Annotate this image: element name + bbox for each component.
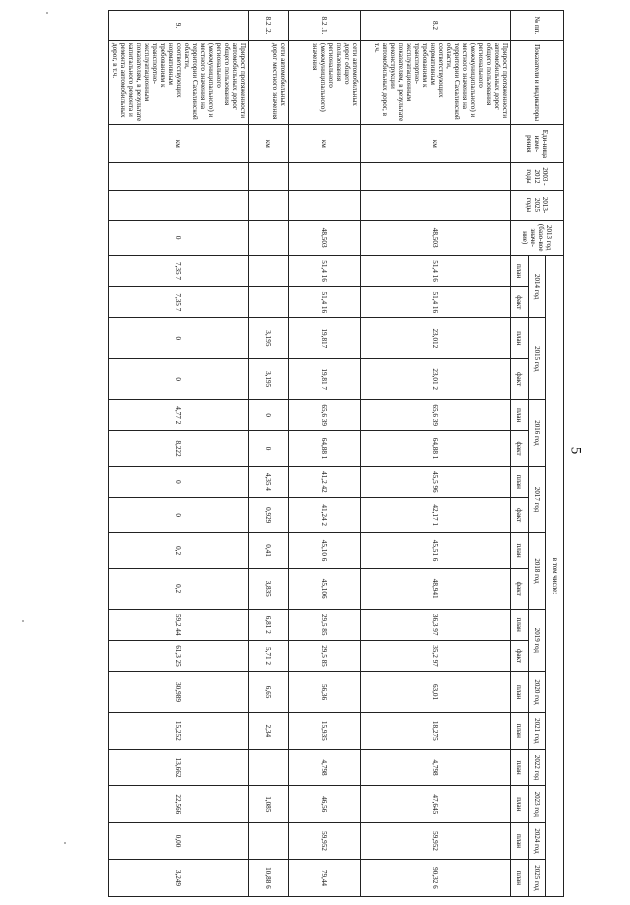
hdr-plan: план xyxy=(511,672,529,713)
cell: 45,5 96 xyxy=(361,466,511,497)
cell: 90,32 6 xyxy=(361,859,511,896)
row-text: Прирост протяженности автомобильных дорог общего пользования регионального (межмуниципального) и местного значения на территории Сахалинской области, соответствующих нормативным требованиям к транспортно-эксплуатационным показателям, в результате капитального ремонта и ремонта автомобильных дорог, в т.ч. xyxy=(109,40,249,124)
row-2003 xyxy=(249,163,289,190)
row-text: сети автомобильных дорог общего пользования регионального (межмуниципального) значения xyxy=(289,40,361,124)
hdr-year: 2015 год xyxy=(528,318,546,400)
cell: 41,2 42 xyxy=(289,466,361,497)
cell: 5,71 2 xyxy=(249,640,289,671)
cell: 7,35 7 xyxy=(109,287,249,318)
row-2013-2025 xyxy=(361,190,511,220)
hdr-2003-2012: 2003 - 2012 годы xyxy=(511,163,564,190)
cell: 1,085 xyxy=(249,786,289,823)
rotated-table-wrapper xyxy=(108,10,564,897)
cell: 59,952 xyxy=(289,823,361,860)
row-2003 xyxy=(289,163,361,190)
cell: 0,00 xyxy=(109,823,249,860)
cell: 51,4 16 xyxy=(289,287,361,318)
cell: 7,35 7 xyxy=(109,255,249,286)
cell: 48,941 xyxy=(361,568,511,609)
cell: 65,6 39 xyxy=(289,400,361,431)
hdr-plan: план xyxy=(511,400,529,431)
row-no: 9. xyxy=(109,11,249,41)
cell: 23,01 2 xyxy=(361,359,511,400)
row-2013-2025 xyxy=(289,190,361,220)
cell: 63,01 xyxy=(361,672,511,713)
hdr-2013: 2013 год (базо-вое значе-ние) xyxy=(511,220,564,255)
hdr-plan-year: 2023 год xyxy=(528,786,546,823)
hdr-plan-year: 2024 год xyxy=(528,823,546,860)
cell: 0 xyxy=(109,466,249,497)
cell: 65,6 39 xyxy=(361,400,511,431)
hdr-fact: факт xyxy=(511,431,529,466)
row-2003 xyxy=(361,163,511,190)
cell: 13,662 xyxy=(109,749,249,786)
hdr-plan-year: 2021 год xyxy=(528,712,546,749)
hdr-year: 2018 год xyxy=(528,533,546,609)
cell: 51,4 16 xyxy=(361,255,511,286)
hdr-in-that: в том числе: xyxy=(546,255,564,896)
cell: 18,275 xyxy=(361,712,511,749)
scan-speck xyxy=(46,12,48,14)
hdr-unit: Еди-ница изме-рения xyxy=(511,125,564,163)
cell: 3,835 xyxy=(249,568,289,609)
cell xyxy=(249,287,289,318)
cell: 3,195 xyxy=(249,359,289,400)
cell: 22,566 xyxy=(109,786,249,823)
scan-speck xyxy=(64,842,66,844)
cell: 0 xyxy=(109,318,249,359)
hdr-plan: план xyxy=(511,318,529,359)
cell: 61,3 25 xyxy=(109,640,249,671)
cell: 0 xyxy=(249,400,289,431)
row-base: 48,503 xyxy=(289,220,361,255)
cell: 4,798 xyxy=(361,749,511,786)
cell: 0 xyxy=(109,498,249,533)
cell: 0,929 xyxy=(249,498,289,533)
cell: 15,935 xyxy=(289,712,361,749)
table-row xyxy=(249,11,289,897)
cell: 29,5 85 xyxy=(289,609,361,640)
cell xyxy=(249,255,289,286)
cell: 51,4 16 xyxy=(289,255,361,286)
hdr-no: № пп. xyxy=(511,11,564,41)
cell: 42,17 1 xyxy=(361,498,511,533)
row-no: 8.2 .2. xyxy=(249,11,289,41)
cell: 15,252 xyxy=(109,712,249,749)
row-no: 8.2 xyxy=(361,11,511,41)
cell: 0 xyxy=(249,431,289,466)
cell: 4,35 4 xyxy=(249,466,289,497)
cell: 29,5 85 xyxy=(289,640,361,671)
cell: 0,2 xyxy=(109,568,249,609)
row-base: 48,503 xyxy=(361,220,511,255)
hdr-plan-year: 2020 год xyxy=(528,672,546,713)
cell: 64,88 1 xyxy=(289,431,361,466)
cell: 41,24 2 xyxy=(289,498,361,533)
cell: 2,34 xyxy=(249,712,289,749)
hdr-year: 2019 год xyxy=(528,609,546,672)
hdr-plan-year: 2025 год xyxy=(528,859,546,896)
cell: 3,195 xyxy=(249,318,289,359)
cell: 19,81 7 xyxy=(289,359,361,400)
row-2013-2025 xyxy=(109,190,249,220)
header-row-1 xyxy=(546,11,564,897)
hdr-plan: план xyxy=(511,823,529,860)
table-row xyxy=(361,11,511,897)
cell: 51,4 16 xyxy=(361,287,511,318)
cell: 0 xyxy=(109,359,249,400)
cell: 56,36 xyxy=(289,672,361,713)
table-row xyxy=(109,11,249,897)
cell: 36,3 97 xyxy=(361,609,511,640)
row-unit: км xyxy=(109,125,249,163)
cell: 46,56 xyxy=(289,786,361,823)
cell: 8,222 xyxy=(109,431,249,466)
hdr-plan-year: 2022 год xyxy=(528,749,546,786)
hdr-year: 2016 год xyxy=(528,400,546,467)
cell: 64,88 1 xyxy=(361,431,511,466)
cell: 4,77 2 xyxy=(109,400,249,431)
hdr-fact: факт xyxy=(511,359,529,400)
cell: 0,41 xyxy=(249,533,289,568)
cell: 19,817 xyxy=(289,318,361,359)
cell: 10,88 6 xyxy=(249,859,289,896)
cell: 45,10 6 xyxy=(289,533,361,568)
hdr-2013-2025: 2013-2025 годы xyxy=(511,190,564,220)
row-text: сети автомобильных дорог местного значения xyxy=(249,40,289,124)
hdr-plan: план xyxy=(511,786,529,823)
cell: 45,106 xyxy=(289,568,361,609)
hdr-plan: план xyxy=(511,255,529,286)
cell: 23,012 xyxy=(361,318,511,359)
row-text: Прирост протяженности автомобильных дорог общего пользования регионального (межмуниципального) и местного значения на территории Сахалинской области, соответствующих нормативным требованиям к транспортно-эксплуатационным показателям, в результате реконструкции автомобильных дорог, в т.ч. xyxy=(361,40,511,124)
hdr-fact: факт xyxy=(511,568,529,609)
cell: 4,798 xyxy=(289,749,361,786)
row-unit: км xyxy=(289,125,361,163)
hdr-plan: план xyxy=(511,859,529,896)
cell xyxy=(249,823,289,860)
hdr-plan: план xyxy=(511,712,529,749)
row-base: 0 xyxy=(109,220,249,255)
hdr-indicators: Показатели и индикаторы xyxy=(511,40,564,124)
hdr-fact: факт xyxy=(511,640,529,671)
row-base xyxy=(249,220,289,255)
page-number: 5 xyxy=(567,446,584,455)
cell: 47,645 xyxy=(361,786,511,823)
hdr-plan: план xyxy=(511,749,529,786)
cell: 6,81 2 xyxy=(249,609,289,640)
table-row xyxy=(289,11,361,897)
cell: 30,989 xyxy=(109,672,249,713)
cell: 45,51 6 xyxy=(361,533,511,568)
cell: 0,2 xyxy=(109,533,249,568)
indicators-table xyxy=(108,10,564,897)
hdr-plan: план xyxy=(511,609,529,640)
row-2003 xyxy=(109,163,249,190)
hdr-plan: план xyxy=(511,466,529,497)
cell xyxy=(249,749,289,786)
hdr-year: 2017 год xyxy=(528,466,546,533)
cell: 59,2 44 xyxy=(109,609,249,640)
row-2013-2025 xyxy=(249,190,289,220)
row-unit: км xyxy=(249,125,289,163)
cell: 79,44 xyxy=(289,859,361,896)
hdr-fact: факт xyxy=(511,498,529,533)
cell: 3,249 xyxy=(109,859,249,896)
cell: 59,952 xyxy=(361,823,511,860)
hdr-year: 2014 год xyxy=(528,255,546,318)
cell: 6,65 xyxy=(249,672,289,713)
hdr-fact: факт xyxy=(511,287,529,318)
row-unit: км xyxy=(361,125,511,163)
hdr-plan: план xyxy=(511,533,529,568)
cell: 35,2 97 xyxy=(361,640,511,671)
scan-speck xyxy=(22,620,24,622)
row-no: 8.2 .1. xyxy=(289,11,361,41)
